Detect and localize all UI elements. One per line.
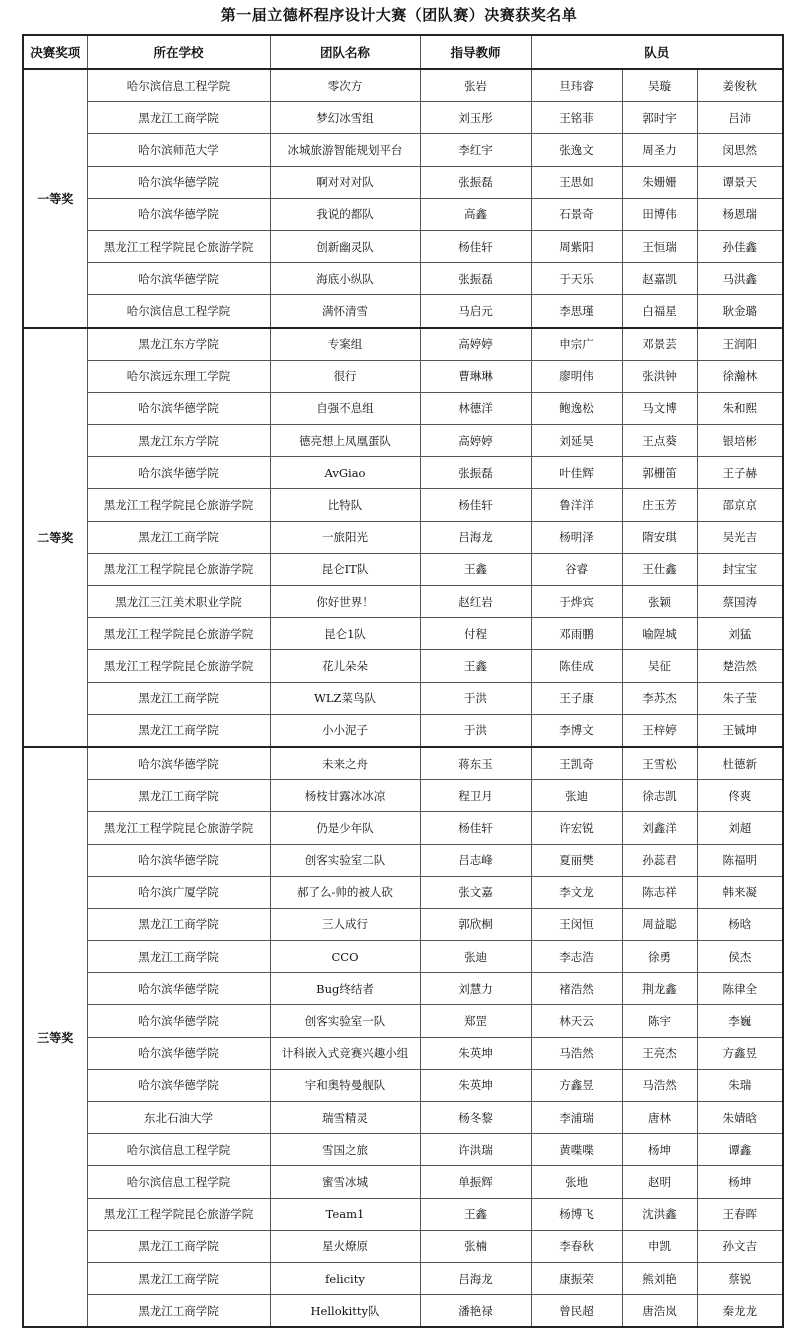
team-name-cell: 宇和奥特曼舰队 (270, 1069, 420, 1101)
member-cell: 蔡锐 (697, 1262, 783, 1294)
team-name-cell: 满怀清雪 (270, 295, 420, 328)
member-cell: 申凯 (622, 1230, 697, 1262)
member-cell: 邓景芸 (622, 328, 697, 361)
member-cell: 鲍逸松 (531, 392, 622, 424)
member-cell: 杨坤 (697, 1166, 783, 1198)
member-cell: 刘鑫洋 (622, 812, 697, 844)
team-name-cell: 啊对对对队 (270, 166, 420, 198)
team-name-cell: 你好世界！ (270, 586, 420, 618)
school-cell: 哈尔滨信息工程学院 (87, 1166, 270, 1198)
school-cell: 哈尔滨华德学院 (87, 747, 270, 780)
school-cell: 黑龙江工商学院 (87, 521, 270, 553)
teacher-cell: 张楠 (420, 1230, 531, 1262)
table-row (23, 392, 783, 424)
member-cell: 褚浩然 (531, 973, 622, 1005)
team-name-cell: 零次方 (270, 69, 420, 102)
teacher-cell: 于洪 (420, 714, 531, 747)
teacher-cell: 单振辉 (420, 1166, 531, 1198)
team-name-cell: 比特队 (270, 489, 420, 521)
member-cell: 方鑫昱 (531, 1069, 622, 1101)
member-cell: 秦龙龙 (697, 1295, 783, 1328)
school-cell: 黑龙江工商学院 (87, 714, 270, 747)
team-name-cell: Team1 (270, 1198, 420, 1230)
team-name-cell: 瑞雪精灵 (270, 1102, 420, 1134)
member-cell: 杨明泽 (531, 521, 622, 553)
member-cell: 李巍 (697, 1005, 783, 1037)
table-row (23, 1005, 783, 1037)
member-cell: 周紫阳 (531, 230, 622, 262)
member-cell: 朱婧晗 (697, 1102, 783, 1134)
member-cell: 李文龙 (531, 876, 622, 908)
header-school: 所在学校 (87, 35, 270, 69)
member-cell: 吴征 (622, 650, 697, 682)
team-name-cell: 冰城旅游智能规划平台 (270, 134, 420, 166)
teacher-cell: 朱英坤 (420, 1037, 531, 1069)
team-name-cell: 昆仑IT队 (270, 553, 420, 585)
member-cell: 封宝宝 (697, 553, 783, 585)
table-row (23, 812, 783, 844)
team-name-cell: 自强不息组 (270, 392, 420, 424)
header-row (23, 35, 783, 69)
team-name-cell: 花儿朵朵 (270, 650, 420, 682)
member-cell: 方鑫昱 (697, 1037, 783, 1069)
member-cell: 王恒瑞 (622, 230, 697, 262)
team-name-cell: 很行 (270, 360, 420, 392)
team-name-cell: 杨枝甘露冰冰凉 (270, 780, 420, 812)
member-cell: 朱子莹 (697, 682, 783, 714)
school-cell: 哈尔滨华德学院 (87, 263, 270, 295)
teacher-cell: 张迪 (420, 941, 531, 973)
member-cell: 马浩然 (622, 1069, 697, 1101)
member-cell: 荆龙鑫 (622, 973, 697, 1005)
member-cell: 徐瀚林 (697, 360, 783, 392)
table-row (23, 876, 783, 908)
member-cell: 刘猛 (697, 618, 783, 650)
teacher-cell: 付程 (420, 618, 531, 650)
member-cell: 王梓婷 (622, 714, 697, 747)
table-row (23, 1230, 783, 1262)
member-cell: 廖明伟 (531, 360, 622, 392)
school-cell: 黑龙江工程学院昆仑旅游学院 (87, 650, 270, 682)
school-cell: 黑龙江工程学院昆仑旅游学院 (87, 489, 270, 521)
member-cell: 李苏杰 (622, 682, 697, 714)
member-cell: 孙文吉 (697, 1230, 783, 1262)
teacher-cell: 高鑫 (420, 198, 531, 230)
team-name-cell: 德亮想上凤凰蛋队 (270, 425, 420, 457)
teacher-cell: 于洪 (420, 682, 531, 714)
teacher-cell: 刘玉彤 (420, 102, 531, 134)
team-name-cell: 梦幻冰雪组 (270, 102, 420, 134)
table-row (23, 1102, 783, 1134)
member-cell: 徐志凯 (622, 780, 697, 812)
award-level: 二等奖 (23, 328, 87, 747)
member-cell: 吕沛 (697, 102, 783, 134)
table-row (23, 489, 783, 521)
teacher-cell: 吕海龙 (420, 521, 531, 553)
school-cell: 黑龙江工商学院 (87, 941, 270, 973)
school-cell: 黑龙江工商学院 (87, 1262, 270, 1294)
member-cell: 刘延昊 (531, 425, 622, 457)
table-row (23, 425, 783, 457)
team-name-cell: 郝了么-帅的被人砍 (270, 876, 420, 908)
member-cell: 杨坤 (622, 1134, 697, 1166)
teacher-cell: 王鑫 (420, 1198, 531, 1230)
header-members: 队员 (531, 35, 783, 69)
school-cell: 黑龙江三江美术职业学院 (87, 586, 270, 618)
team-name-cell: 蜜雪冰城 (270, 1166, 420, 1198)
team-name-cell: 创新幽灵队 (270, 230, 420, 262)
member-cell: 韩来凝 (697, 876, 783, 908)
member-cell: 庄玉芳 (622, 489, 697, 521)
member-cell: 王铭菲 (531, 102, 622, 134)
member-cell: 吴光吉 (697, 521, 783, 553)
teacher-cell: 张振磊 (420, 166, 531, 198)
school-cell: 哈尔滨华德学院 (87, 1005, 270, 1037)
school-cell: 哈尔滨华德学院 (87, 973, 270, 1005)
member-cell: 朱瑞 (697, 1069, 783, 1101)
team-name-cell: Hellokitty队 (270, 1295, 420, 1328)
member-cell: 李思瑾 (531, 295, 622, 328)
team-name-cell: 一旅阳光 (270, 521, 420, 553)
teacher-cell: 潘艳禄 (420, 1295, 531, 1328)
school-cell: 哈尔滨远东理工学院 (87, 360, 270, 392)
teacher-cell: 吕志峰 (420, 844, 531, 876)
teacher-cell: 蒋东玉 (420, 747, 531, 780)
team-name-cell: felicity (270, 1262, 420, 1294)
team-name-cell: CCO (270, 941, 420, 973)
table-row (23, 1069, 783, 1101)
award-level: 一等奖 (23, 69, 87, 328)
member-cell: 谷睿 (531, 553, 622, 585)
member-cell: 王凯奇 (531, 747, 622, 780)
table-row (23, 908, 783, 940)
table-row (23, 747, 783, 780)
table-row (23, 586, 783, 618)
member-cell: 朱和熙 (697, 392, 783, 424)
member-cell: 蔡国涛 (697, 586, 783, 618)
team-name-cell: Bug终结者 (270, 973, 420, 1005)
member-cell: 李春秋 (531, 1230, 622, 1262)
teacher-cell: 曹琳琳 (420, 360, 531, 392)
school-cell: 东北石油大学 (87, 1102, 270, 1134)
table-row (23, 682, 783, 714)
member-cell: 杜德新 (697, 747, 783, 780)
member-cell: 李博文 (531, 714, 622, 747)
member-cell: 徐勇 (622, 941, 697, 973)
school-cell: 黑龙江东方学院 (87, 425, 270, 457)
table-row (23, 134, 783, 166)
member-cell: 于烨宾 (531, 586, 622, 618)
member-cell: 刘超 (697, 812, 783, 844)
teacher-cell: 张振磊 (420, 457, 531, 489)
member-cell: 康振荣 (531, 1262, 622, 1294)
member-cell: 王点葵 (622, 425, 697, 457)
table-row (23, 230, 783, 262)
member-cell: 佟爽 (697, 780, 783, 812)
member-cell: 陈宇 (622, 1005, 697, 1037)
member-cell: 黄喋喋 (531, 1134, 622, 1166)
member-cell: 叶佳辉 (531, 457, 622, 489)
table-row (23, 263, 783, 295)
member-cell: 王春晖 (697, 1198, 783, 1230)
member-cell: 朱姗姗 (622, 166, 697, 198)
team-name-cell: 未来之舟 (270, 747, 420, 780)
table-row (23, 714, 783, 747)
teacher-cell: 程卫月 (420, 780, 531, 812)
table-row (23, 69, 783, 102)
member-cell: 邓雨鹏 (531, 618, 622, 650)
member-cell: 林天云 (531, 1005, 622, 1037)
member-cell: 田博伟 (622, 198, 697, 230)
table-row (23, 844, 783, 876)
member-cell: 张逸文 (531, 134, 622, 166)
teacher-cell: 郭欣桐 (420, 908, 531, 940)
member-cell: 杨晗 (697, 908, 783, 940)
member-cell: 赵嘉凯 (622, 263, 697, 295)
teacher-cell: 马启元 (420, 295, 531, 328)
table-row (23, 521, 783, 553)
member-cell: 王闵恒 (531, 908, 622, 940)
member-cell: 孙佳鑫 (697, 230, 783, 262)
table-row (23, 328, 783, 361)
member-cell: 唐林 (622, 1102, 697, 1134)
member-cell: 马浩然 (531, 1037, 622, 1069)
team-name-cell: 创客实验室一队 (270, 1005, 420, 1037)
member-cell: 喻陧城 (622, 618, 697, 650)
school-cell: 哈尔滨华德学院 (87, 198, 270, 230)
table-body (23, 69, 783, 1327)
teacher-cell: 杨佳轩 (420, 812, 531, 844)
member-cell: 郭时宇 (622, 102, 697, 134)
member-cell: 赵明 (622, 1166, 697, 1198)
teacher-cell: 许洪瑞 (420, 1134, 531, 1166)
team-name-cell: 小小泥子 (270, 714, 420, 747)
member-cell: 张洪钟 (622, 360, 697, 392)
member-cell: 王雪松 (622, 747, 697, 780)
table-row (23, 295, 783, 328)
school-cell: 哈尔滨华德学院 (87, 1037, 270, 1069)
team-name-cell: 专案组 (270, 328, 420, 361)
member-cell: 王铖坤 (697, 714, 783, 747)
awards-table (22, 34, 784, 1328)
member-cell: 隋安琪 (622, 521, 697, 553)
table-row (23, 780, 783, 812)
member-cell: 熊刘艳 (622, 1262, 697, 1294)
member-cell: 鲁洋洋 (531, 489, 622, 521)
member-cell: 孙蕊君 (622, 844, 697, 876)
member-cell: 周益聪 (622, 908, 697, 940)
member-cell: 申宗广 (531, 328, 622, 361)
member-cell: 王子赫 (697, 457, 783, 489)
school-cell: 哈尔滨信息工程学院 (87, 1134, 270, 1166)
school-cell: 黑龙江工程学院昆仑旅游学院 (87, 812, 270, 844)
header-award: 决赛奖项 (23, 35, 87, 69)
member-cell: 陈佳成 (531, 650, 622, 682)
table-row (23, 941, 783, 973)
team-name-cell: 三人成行 (270, 908, 420, 940)
member-cell: 张地 (531, 1166, 622, 1198)
member-cell: 马文博 (622, 392, 697, 424)
member-cell: 李志浩 (531, 941, 622, 973)
school-cell: 黑龙江工商学院 (87, 682, 270, 714)
member-cell: 旦玮睿 (531, 69, 622, 102)
member-cell: 曾民超 (531, 1295, 622, 1328)
member-cell: 唐浩岚 (622, 1295, 697, 1328)
team-name-cell: 雪国之旅 (270, 1134, 420, 1166)
teacher-cell: 王鑫 (420, 553, 531, 585)
member-cell: 侯杰 (697, 941, 783, 973)
member-cell: 闵思然 (697, 134, 783, 166)
teacher-cell: 赵红岩 (420, 586, 531, 618)
member-cell: 张迪 (531, 780, 622, 812)
school-cell: 黑龙江东方学院 (87, 328, 270, 361)
table-row (23, 618, 783, 650)
teacher-cell: 林德洋 (420, 392, 531, 424)
table-row (23, 360, 783, 392)
table-row (23, 1037, 783, 1069)
teacher-cell: 高婷婷 (420, 328, 531, 361)
member-cell: 王亮杰 (622, 1037, 697, 1069)
table-row (23, 1166, 783, 1198)
member-cell: 楚浩然 (697, 650, 783, 682)
member-cell: 陈志祥 (622, 876, 697, 908)
school-cell: 黑龙江工程学院昆仑旅游学院 (87, 553, 270, 585)
school-cell: 黑龙江工程学院昆仑旅游学院 (87, 230, 270, 262)
member-cell: 李浦瑞 (531, 1102, 622, 1134)
teacher-cell: 杨冬黎 (420, 1102, 531, 1134)
table-row (23, 1262, 783, 1294)
school-cell: 黑龙江工程学院昆仑旅游学院 (87, 618, 270, 650)
award-level: 三等奖 (23, 747, 87, 1327)
team-name-cell: 计科嵌入式竞赛兴趣小组 (270, 1037, 420, 1069)
school-cell: 哈尔滨华德学院 (87, 392, 270, 424)
member-cell: 杨恩瑞 (697, 198, 783, 230)
team-name-cell: 海底小纵队 (270, 263, 420, 295)
member-cell: 耿金璐 (697, 295, 783, 328)
member-cell: 沈洪鑫 (622, 1198, 697, 1230)
table-row (23, 1134, 783, 1166)
member-cell: 郭栅笛 (622, 457, 697, 489)
school-cell: 黑龙江工程学院昆仑旅游学院 (87, 1198, 270, 1230)
teacher-cell: 刘慧力 (420, 973, 531, 1005)
teacher-cell: 王鑫 (420, 650, 531, 682)
member-cell: 王子康 (531, 682, 622, 714)
member-cell: 谭鑫 (697, 1134, 783, 1166)
school-cell: 黑龙江工商学院 (87, 1230, 270, 1262)
teacher-cell: 高婷婷 (420, 425, 531, 457)
table-row (23, 198, 783, 230)
school-cell: 哈尔滨华德学院 (87, 1069, 270, 1101)
teacher-cell: 朱英坤 (420, 1069, 531, 1101)
table-row (23, 1295, 783, 1328)
team-name-cell: 创客实验室二队 (270, 844, 420, 876)
header-teacher: 指导教师 (420, 35, 531, 69)
school-cell: 哈尔滨广厦学院 (87, 876, 270, 908)
team-name-cell: 我说的都队 (270, 198, 420, 230)
teacher-cell: 郑罡 (420, 1005, 531, 1037)
member-cell: 王润阳 (697, 328, 783, 361)
member-cell: 马洪鑫 (697, 263, 783, 295)
school-cell: 哈尔滨信息工程学院 (87, 295, 270, 328)
team-name-cell: WLZ菜鸟队 (270, 682, 420, 714)
school-cell: 黑龙江工商学院 (87, 1295, 270, 1328)
member-cell: 谭景天 (697, 166, 783, 198)
teacher-cell: 杨佳轩 (420, 489, 531, 521)
table-row (23, 553, 783, 585)
school-cell: 哈尔滨华德学院 (87, 166, 270, 198)
school-cell: 哈尔滨华德学院 (87, 457, 270, 489)
member-cell: 姜俊秋 (697, 69, 783, 102)
team-name-cell: 昆仑1队 (270, 618, 420, 650)
member-cell: 邵京京 (697, 489, 783, 521)
team-name-cell: AvGiao (270, 457, 420, 489)
member-cell: 陈律全 (697, 973, 783, 1005)
table-row (23, 102, 783, 134)
table-row (23, 457, 783, 489)
member-cell: 于天乐 (531, 263, 622, 295)
teacher-cell: 李红宇 (420, 134, 531, 166)
member-cell: 张颖 (622, 586, 697, 618)
table-row (23, 166, 783, 198)
teacher-cell: 张岩 (420, 69, 531, 102)
teacher-cell: 张文嘉 (420, 876, 531, 908)
school-cell: 哈尔滨信息工程学院 (87, 69, 270, 102)
table-row (23, 650, 783, 682)
school-cell: 黑龙江工商学院 (87, 780, 270, 812)
member-cell: 杨博飞 (531, 1198, 622, 1230)
member-cell: 夏丽樊 (531, 844, 622, 876)
member-cell: 吴璇 (622, 69, 697, 102)
school-cell: 黑龙江工商学院 (87, 102, 270, 134)
school-cell: 哈尔滨师范大学 (87, 134, 270, 166)
team-name-cell: 星火燎原 (270, 1230, 420, 1262)
teacher-cell: 杨佳轩 (420, 230, 531, 262)
teacher-cell: 张振磊 (420, 263, 531, 295)
school-cell: 黑龙江工商学院 (87, 908, 270, 940)
school-cell: 哈尔滨华德学院 (87, 844, 270, 876)
header-team: 团队名称 (270, 35, 420, 69)
team-name-cell: 仍是少年队 (270, 812, 420, 844)
member-cell: 银培彬 (697, 425, 783, 457)
member-cell: 周圣力 (622, 134, 697, 166)
teacher-cell: 吕海龙 (420, 1262, 531, 1294)
member-cell: 许宏锐 (531, 812, 622, 844)
table-row (23, 973, 783, 1005)
member-cell: 王思如 (531, 166, 622, 198)
table-row (23, 1198, 783, 1230)
member-cell: 石景奇 (531, 198, 622, 230)
member-cell: 陈福明 (697, 844, 783, 876)
page-title: 第一届立德杯程序设计大赛（团队赛）决赛获奖名单 (220, 6, 578, 24)
member-cell: 王仕鑫 (622, 553, 697, 585)
member-cell: 白福星 (622, 295, 697, 328)
